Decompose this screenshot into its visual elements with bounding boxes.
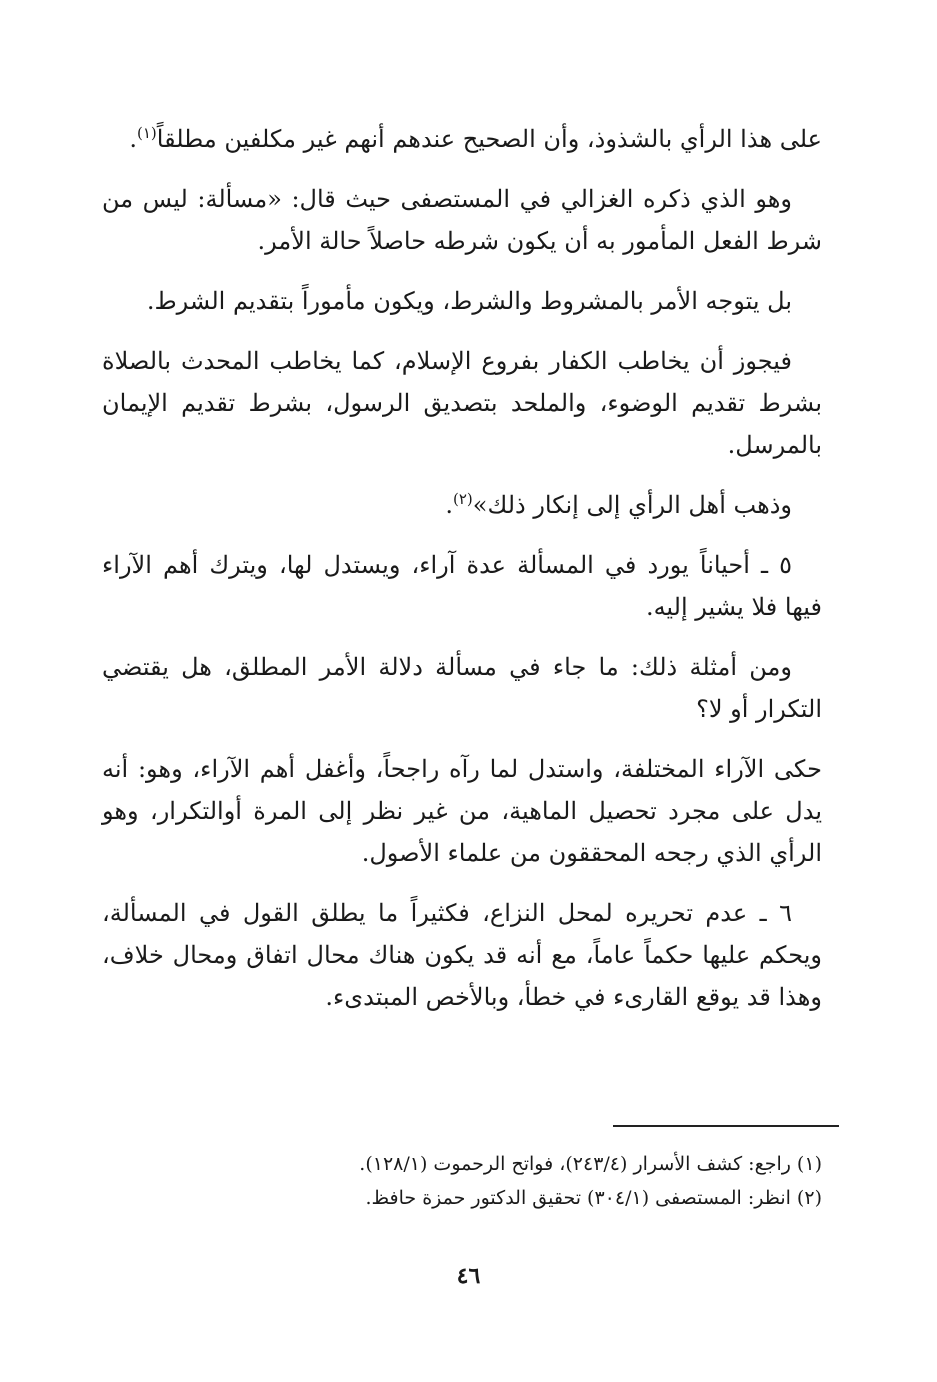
paragraph-3: بل يتوجه الأمر بالمشروط والشرط، ويكون مأموراً بتقديم الشرط. [146,287,792,315]
page-number: ٤٦ [456,1263,481,1289]
paragraph-7: ومن أمثلة ذلك: ما جاء في مسألة دلالة الأمر المطلق، هل يقتضي التكرار أو لا؟ [102,653,822,723]
paragraph-8: حكى الآراء المختلفة، واستدل لما رآه راجحاً، وأغفل أهم الآراء، وهو: أنه يدل على مجرد تحصيل الماهية، من غير نظر إلى المرة أوالتكرار، وهو الرأي الذي رجحه المحققون من علماء الأصول. [102,755,822,867]
paragraph-5: وذهب أهل الرأي إلى إنكار ذلك»$^{(٢)}$. [445,490,792,519]
footnotes [102,1147,822,1215]
footnote-divider [613,1125,839,1127]
paragraph-2: وهو الذي ذكره الغزالي في المستصفى حيث قال: «مسألة: ليس من شرط الفعل المأمور به أن يكون شرطه حاصلاً حالة الأمر. [102,185,822,255]
footnote-2: (٢) انظر: المستصفى (٣٠٤/١) تحقيق الدكتور حمزة حافظ. [365,1187,822,1209]
paragraph-4: فيجوز أن يخاطب الكفار بفروع الإسلام، كما يخاطب المحدث بالصلاة بشرط تقديم الوضوء، والملحد بتصديق الرسول، بشرط تقديم الإيمان بالمرسل. [102,347,822,459]
footnote-ref-1: (١) [136,124,157,142]
paragraph-9: ٦ ـ عدم تحريره لمحل النزاع، فكثيراً ما يطلق القول في المسألة، ويحكم عليها حكماً عاماً، مع أنه قد يكون هناك محال اتفاق ومحال خلاف، وهذا قد يوقع القارىء في خطأ، وبالأخص المبتدىء. [102,899,822,1011]
paragraph-1: على هذا الرأي بالشذوذ، وأن الصحيح عندهم أنهم غير مكلفين مطلقاً$^{(١)}$. [129,124,822,153]
body-text [102,118,822,1036]
footnote-1: (١) راجع: كشف الأسرار (٢٤٣/٤)، فواتح الرحموت (١٢٨/١). [359,1153,822,1175]
paragraph-6: ٥ ـ أحياناً يورد في المسألة عدة آراء، ويستدل لها، ويترك أهم الآراء فيها فلا يشير إليه. [102,551,822,621]
footnote-ref-2: (٢) [453,490,473,508]
